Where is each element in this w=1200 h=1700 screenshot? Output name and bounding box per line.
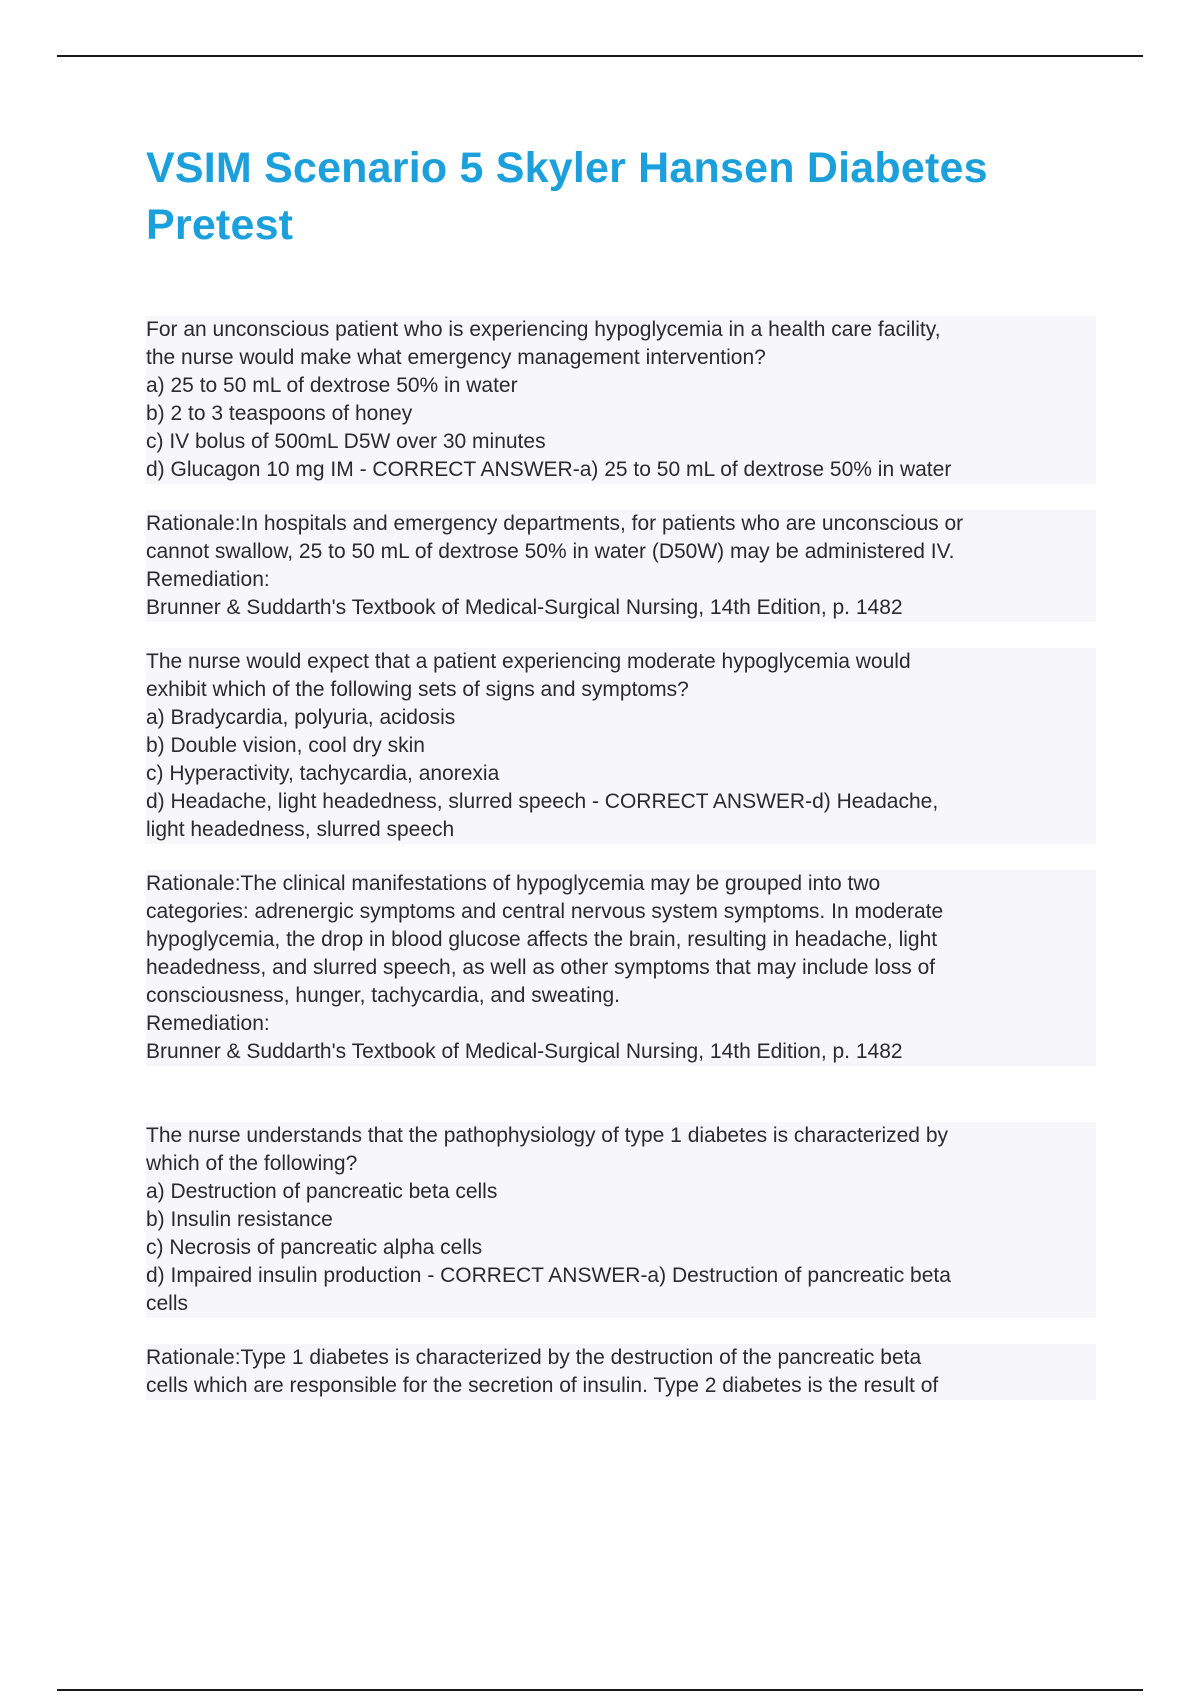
text-line: hypoglycemia, the drop in blood glucose affects the brain, resulting in headache, light <box>146 926 1096 954</box>
text-line: a) Bradycardia, polyuria, acidosis <box>146 704 1096 732</box>
text-line: a) Destruction of pancreatic beta cells <box>146 1178 1096 1206</box>
text-line: The nurse would expect that a patient experiencing moderate hypoglycemia would <box>146 648 1096 676</box>
rationale-block <box>146 870 1096 1066</box>
text-line: light headedness, slurred speech <box>146 816 1096 844</box>
text-line: Rationale:In hospitals and emergency departments, for patients who are unconscious or <box>146 510 1096 538</box>
text-line: cells <box>146 1290 1096 1318</box>
text-line: Rationale:The clinical manifestations of hypoglycemia may be grouped into two <box>146 870 1096 898</box>
text-line: c) Necrosis of pancreatic alpha cells <box>146 1234 1096 1262</box>
text-line: d) Glucagon 10 mg IM - CORRECT ANSWER-a) 25 to 50 mL of dextrose 50% in water <box>146 456 1096 484</box>
text-line: For an unconscious patient who is experiencing hypoglycemia in a health care facility, <box>146 316 1096 344</box>
text-line: the nurse would make what emergency management intervention? <box>146 344 1096 372</box>
block-spacer <box>146 622 1096 648</box>
text-line: d) Headache, light headedness, slurred speech - CORRECT ANSWER-d) Headache, <box>146 788 1096 816</box>
text-line: d) Impaired insulin production - CORRECT ANSWER-a) Destruction of pancreatic beta <box>146 1262 1096 1290</box>
text-line: Remediation: <box>146 566 1096 594</box>
text-line: c) Hyperactivity, tachycardia, anorexia <box>146 760 1096 788</box>
rationale-block <box>146 510 1096 622</box>
question-block <box>146 1122 1096 1318</box>
text-line: Remediation: <box>146 1010 1096 1038</box>
text-line: which of the following? <box>146 1150 1096 1178</box>
document-title: VSIM Scenario 5 Skyler Hansen Diabetes Pretest <box>146 144 988 249</box>
text-line: a) 25 to 50 mL of dextrose 50% in water <box>146 372 1096 400</box>
block-spacer <box>146 1318 1096 1344</box>
text-line: consciousness, hunger, tachycardia, and sweating. <box>146 982 1096 1010</box>
text-line: Rationale:Type 1 diabetes is characterized by the destruction of the pancreatic beta <box>146 1344 1096 1372</box>
text-line: cannot swallow, 25 to 50 mL of dextrose 50% in water (D50W) may be administered IV. <box>146 538 1096 566</box>
block-spacer <box>146 844 1096 870</box>
text-line: headedness, and slurred speech, as well as other symptoms that may include loss of <box>146 954 1096 982</box>
text-line: categories: adrenergic symptoms and central nervous system symptoms. In moderate <box>146 898 1096 926</box>
text-line: b) 2 to 3 teaspoons of honey <box>146 400 1096 428</box>
text-line: The nurse understands that the pathophysiology of type 1 diabetes is characterized by <box>146 1122 1096 1150</box>
bottom-rule <box>57 1689 1143 1691</box>
block-spacer <box>146 1066 1096 1122</box>
text-line: c) IV bolus of 500mL D5W over 30 minutes <box>146 428 1096 456</box>
top-rule <box>57 55 1143 57</box>
text-line: exhibit which of the following sets of signs and symptoms? <box>146 676 1096 704</box>
text-line: b) Double vision, cool dry skin <box>146 732 1096 760</box>
question-block <box>146 648 1096 844</box>
question-block <box>146 316 1096 484</box>
title-spacer <box>146 254 1096 316</box>
text-line: Brunner & Suddarth's Textbook of Medical-Surgical Nursing, 14th Edition, p. 1482 <box>146 1038 1096 1066</box>
rationale-block <box>146 1344 1096 1400</box>
text-line: Brunner & Suddarth's Textbook of Medical-Surgical Nursing, 14th Edition, p. 1482 <box>146 594 1096 622</box>
text-line: cells which are responsible for the secretion of insulin. Type 2 diabetes is the result of <box>146 1372 1096 1400</box>
text-line: b) Insulin resistance <box>146 1206 1096 1234</box>
document-body <box>146 140 1096 1400</box>
block-spacer <box>146 484 1096 510</box>
